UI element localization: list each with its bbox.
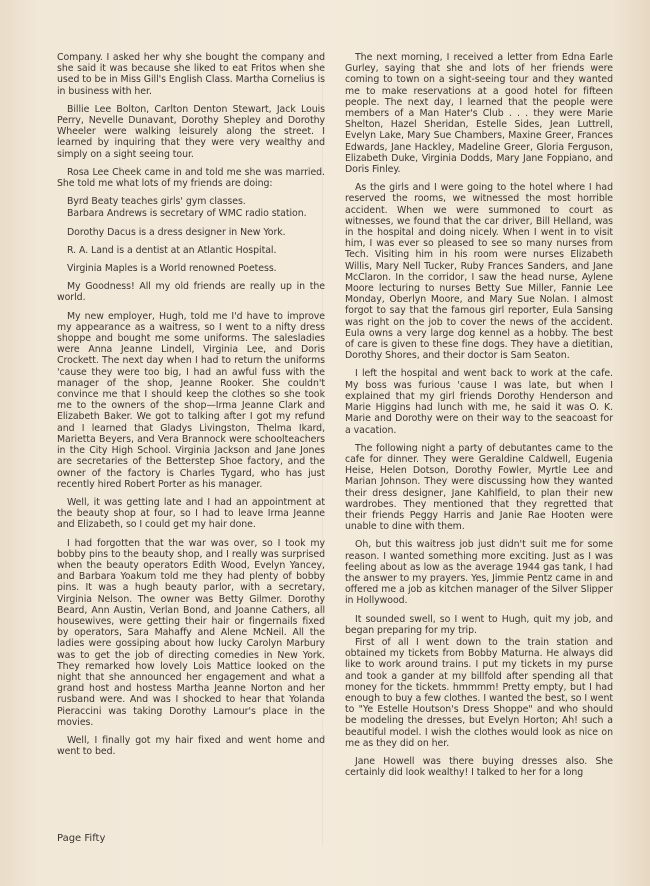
paragraph: Well, it was getting late and I had an appointment at the beauty shop at four, so I had to leave Irma Jeanne and Elizabeth, so I could get my hair done. (57, 496, 325, 531)
paragraph: Dorothy Dacus is a dress designer in New York. (67, 226, 286, 238)
paragraph: I left the hospital and went back to work at the cafe. My boss was furious 'cause I was late, but when I explained that my girl friends Dorothy Henderson and Marie Higgins had lunch with me, he said it was O. K. Marie and Dorothy were on their way to the seacoast for a vacation. (345, 368, 613, 436)
paragraph: I had forgotten that the war was over, so I took my bobby pins to the beauty shop, and I really was surprised when the beauty operators Edith Wood, Evelyn Yancey, and Barbara Yoakum told me they had plenty of bobby pins. It was a hugh beauty parlor, with a secretary, Virginia Nelson. The owner was Betty Gilmer. Dorothy Beard, Ann Austin, Verlan Bond, and Joanne Cathers, all housewives, were getting their hair or fingernails fixed by operators, Sara Mahaffy and Alene McNeil. All the ladies were gossiping about how lucky Carolyn Marbury was to get the job of directing comedies in New York. They remarked how lovely Lois Mattice looked on the night that she announced her engagement and what a grand host and hostess Martha Jeanne Norton and her rusband were. And was I shocked to hear that Yolanda Pieraccini was taking Dorothy Lamour's place in the movies. (57, 537, 325, 728)
paragraph: It sounded swell, so I went to Hugh, quit my job, and began preparing for my trip. (345, 613, 613, 636)
paragraph: Jane Howell was there buying dresses also. She certainly did look wealthy! I talked to her for a long (345, 755, 613, 779)
paragraph: Byrd Beaty teaches girls' gym classes. (67, 196, 246, 208)
paragraph: The following night a party of debutantes came to the cafe for dinner. They were Geraldine Caldwell, Eugenia Heise, Helen Dotson, Dorothy Fowler, Myrtle Lee and Marian Johnson. They were discussing how they wanted their dress designer, Jane Kahlfield, to plan their new wardrobes. They mentioned that they regretted that their friends Peggy Harris and Janie Rae Hooten were unable to dine with them. (345, 442, 613, 533)
column-divider (322, 56, 323, 846)
paragraph: Well, I finally got my hair fixed and went home and went to bed. (57, 734, 325, 758)
paragraph: As the girls and I were going to the hotel where I had reserved the rooms, we witnessed the most horrible accident. When we were summoned to court as witnesses, we found that the car driver, Bill Helland, was in the hospital and doing nicely. When I went in to visit him, I was ever so pleased to see so many nurses from Tech. Visiting him in his room were nurses Elizabeth Willis, Mary Nell Tucker, Ruby Frances Sanders, and Jane McClaron. In the corridor, I saw the head nurse, Aylene Moore lecturing to nurses Betty Sue Miller, Fannie Lee Monday, Oberlyn Moore, and Mary Sue Nolan. I almost forgot to say that the famous girl reporter, Eula Sansing was right on the job to cover the news of the accident. Eula owns a very large dog kennel as a hobby. The best of care is given to these fine dogs. They have a dietitian, Dorothy Shores, and their doctor is Sam Seaton. (345, 182, 613, 362)
paragraph: Oh, but this waitress job just didn't suit me for some reason. I wanted something more exciting. Just as I was feeling about as low as the average 1944 gas tank, I had the answer to my prayers. Yes, Jimmie Pentz came in and offered me a job as kitchen manager of the Silver Slipper in Hollywood. (345, 539, 613, 607)
paragraph: First of all I went down to the train station and obtained my tickets from Bobby Maturna. He always did like to work around trains. I put my tickets in my purse and took a gander at my billfold after spending all that money for the tickets. hmmmm! Pretty empty, but I had enough to buy a few clothes. I wanted the best, so I went to "Ye Estelle Houtson's Dress Shoppe" and who should be modeling the dresses, but Evelyn Horton; Ah! such a beautiful model. I wish the clothes would look as nice on me as they did on her. (345, 636, 613, 749)
paragraph: R. A. Land is a dentist at an Atlantic Hospital. (67, 244, 277, 256)
paragraph: Rosa Lee Cheek came in and told me she was married. She told me what lots of my friends are doing: (57, 166, 325, 190)
paragraph: Billie Lee Bolton, Carlton Denton Stewart, Jack Louis Perry, Nevelle Dunavant, Dorothy Shepley and Dorothy Wheeler were walking leisurely along the street. I learned by inquiring that they were very wealthy and simply on a sight seeing tour. (57, 103, 325, 160)
paragraph: Virginia Maples is a World renowned Poetess. (67, 263, 277, 275)
paragraph: Company. I asked her why she bought the company and she said it was because she liked to eat Fritos when she used to be in Miss Gill's English Class. Martha Cornelius is in business with her. (57, 52, 325, 97)
right-column (345, 52, 613, 785)
paragraph: My new employer, Hugh, told me I'd have to improve my appearance as a waitress, so I went to a nifty dress shoppe and bought me some uniforms. The salesladies were Anna Jeanne Lindell, Virginia Lee, and Doris Crockett. The next day when I had to return the uniforms 'cause they were too big, I had an awful fuss with the manager of the shop, Jeanne Rooker. She couldn't convince me that I should keep the clothes so she took me to the owners of the shop—Irma Jeanne Clark and Elizabeth Baker. We got to talking after I got my refund and I learned that Gladys Livingston, Thelma Ikard, Marietta Beyers, and Vera Brannock were schoolteachers in the City High School. Virginia Jackson and Jane Jones are secretaries of the Betterstep Shoe factory, and the owner of the factory is Charles Tygard, who has just recently hired Robert Porter as his manager. (57, 310, 325, 490)
page-number: Page Fifty (57, 833, 106, 844)
left-column (57, 52, 325, 764)
paragraph: My Goodness! All my old friends are really up in the world. (57, 281, 325, 304)
paragraph: The next morning, I received a letter from Edna Earle Gurley, saying that she and lots of her friends were coming to town on a sight-seeing tour and they wanted me to make reservations at a good hotel for fifteen people. The next day, I learned that the people were members of a Man Hater's Club . . . they were Marie Shelton, Hazel Sheridan, Estelle Sides, Jean Luttrell, Evelyn Lake, Mary Sue Chambers, Maxine Greer, Frances Edwards, Jane Hackley, Madeline Greer, Gloria Ferguson, Elizabeth Duke, Virginia Dodds, Mary Jane Foppiano, and Doris Finley. (345, 52, 613, 176)
paragraph: Barbara Andrews is secretary of WMC radio station. (67, 208, 307, 220)
